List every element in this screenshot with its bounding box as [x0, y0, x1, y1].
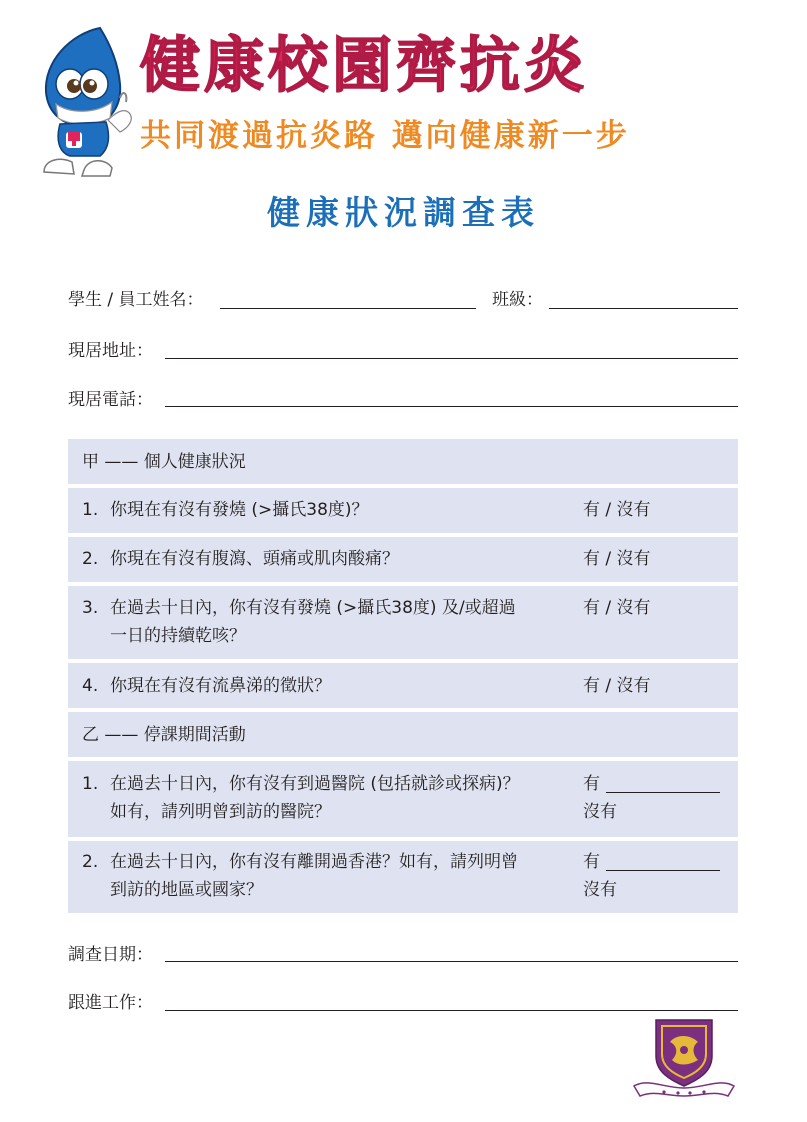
- answer-yes[interactable]: 有: [583, 774, 600, 794]
- table-row: [68, 537, 738, 582]
- question-number: 1.: [82, 774, 99, 794]
- follow-up-field[interactable]: [165, 1010, 738, 1011]
- table-row: [68, 586, 738, 659]
- table-row: [68, 841, 738, 913]
- class-field[interactable]: [549, 308, 738, 309]
- survey-date-field[interactable]: [165, 961, 738, 962]
- section-b-title: 乙 —— 停課期間活動: [82, 725, 246, 745]
- question-text: 你現在有沒有發燒 (>攝氏38度)？: [110, 500, 369, 520]
- phone-label: 現居電話：: [68, 390, 153, 410]
- survey-date-label: 調查日期：: [68, 945, 153, 965]
- answer-no[interactable]: 沒有: [583, 880, 617, 900]
- answer-yes-no[interactable]: 有 / 沒有: [583, 598, 651, 618]
- question-text: 你現在有沒有流鼻涕的徵狀？: [110, 676, 331, 696]
- banner-title: 健康校園齊抗炎: [140, 31, 588, 101]
- question-text: 在過去十日內，你有沒有離開過香港？如有，請列明曾到訪的地區或國家？: [110, 852, 518, 900]
- class-label: 班級：: [492, 290, 543, 310]
- form-title: 健康狀況調查表: [267, 193, 540, 232]
- section-a-header: [68, 439, 738, 484]
- answer-yes-no[interactable]: 有 / 沒有: [583, 676, 651, 696]
- question-number: 2.: [82, 852, 99, 872]
- question-number: 4.: [82, 676, 99, 696]
- question-text: 在過去十日內，你有沒有到過醫院 (包括就診或探病)？如有，請列明曾到訪的醫院？: [110, 774, 520, 822]
- name-field[interactable]: [220, 308, 476, 309]
- question-number: 1.: [82, 500, 99, 520]
- answer-yes-field[interactable]: [606, 870, 720, 871]
- answer-yes-no[interactable]: 有 / 沒有: [583, 500, 651, 520]
- answer-no[interactable]: 沒有: [583, 802, 617, 822]
- section-b-header: [68, 712, 738, 757]
- answer-yes-field[interactable]: [606, 792, 720, 793]
- slogan: 共同渡過抗炎路 邁向健康新一步: [140, 118, 630, 154]
- name-label: 學生 / 員工姓名：: [68, 290, 204, 310]
- table-row: [68, 488, 738, 533]
- mascot-logo: [30, 22, 140, 182]
- question-text: 在過去十日內，你有沒有發燒 (>攝氏38度) 及/或超過一日的持續乾咳？: [110, 598, 516, 646]
- answer-yes[interactable]: 有: [583, 852, 600, 872]
- university-crest-icon: [628, 1016, 740, 1098]
- table-row: [68, 761, 738, 837]
- address-label: 現居地址：: [68, 341, 153, 361]
- section-a-title: 甲 —— 個人健康狀況: [82, 452, 246, 472]
- phone-field[interactable]: [165, 406, 738, 407]
- table-row: [68, 663, 738, 708]
- answer-yes-no[interactable]: 有 / 沒有: [583, 549, 651, 569]
- address-field[interactable]: [165, 358, 738, 359]
- question-number: 2.: [82, 549, 99, 569]
- question-text: 你現在有沒有腹瀉、頭痛或肌肉酸痛？: [110, 549, 399, 569]
- question-number: 3.: [82, 598, 99, 618]
- follow-up-label: 跟進工作：: [68, 993, 153, 1013]
